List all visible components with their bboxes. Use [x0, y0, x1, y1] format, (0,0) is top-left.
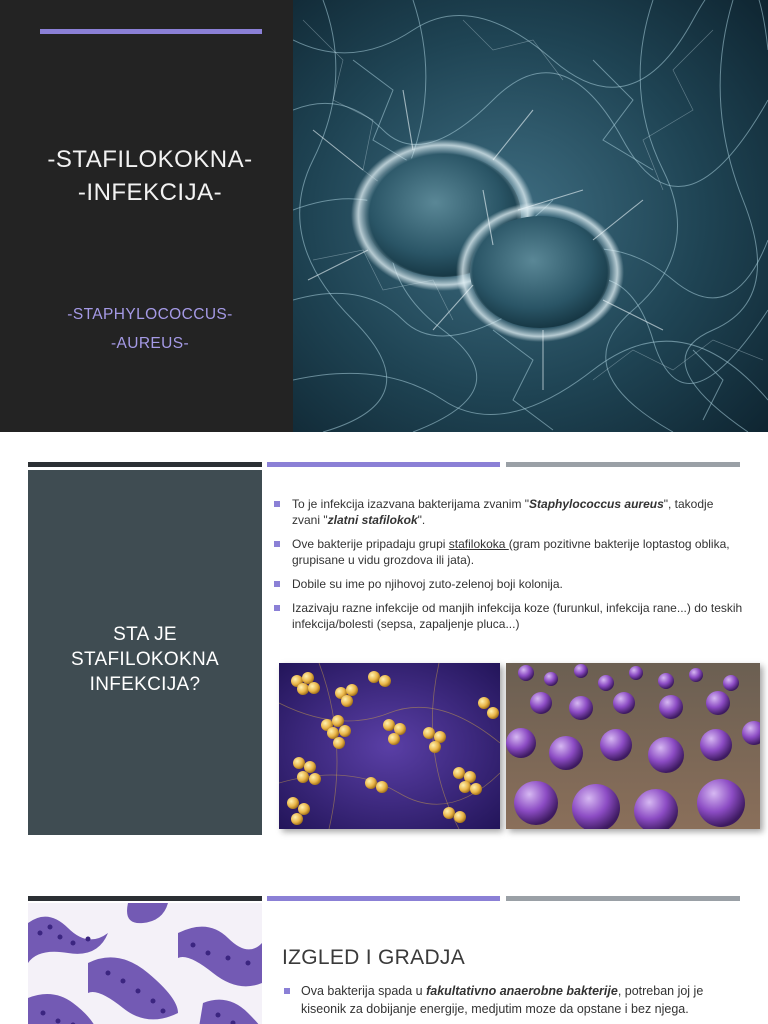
subtitle-line-1: -STAPHYLOCOCCUS- [67, 306, 233, 323]
definition-slide [0, 456, 768, 856]
heading-panel [28, 470, 262, 835]
slide-heading: IZGLED I GRADJA [282, 946, 466, 969]
bullet-item [274, 576, 744, 592]
header-bar-gray [506, 896, 740, 901]
heading-line-1: STA JE [113, 624, 177, 645]
title-line-2: -INFEKCIJA- [77, 179, 223, 206]
title-slide [0, 0, 768, 432]
golden-bacteria-image [279, 663, 500, 829]
header-bar-dark [28, 896, 262, 901]
bullet-item [274, 600, 744, 632]
bacteria-micrograph-image [293, 0, 768, 432]
bullet-item [284, 982, 744, 1018]
bullet-text: (gram pozitivne bakterije loptastog oblika, grupisane u vidu grozdova ili jata). [292, 537, 730, 567]
bullet-text: Dobile su ime po njihovoj zuto-zelenoj boji kolonija. [292, 577, 563, 591]
bullet-text: Ove bakterije pripadaju grupi [292, 537, 449, 551]
header-bar-gray [506, 462, 740, 467]
header-bar-purple [267, 462, 500, 467]
structure-slide [0, 893, 768, 1024]
accent-bar [40, 29, 262, 34]
header-bar-dark [28, 462, 262, 467]
bullet-list [284, 982, 744, 1018]
slide-heading [28, 622, 262, 697]
slide-subtitle [0, 300, 300, 358]
title-line-1: -STAFILOKOKNA- [47, 146, 253, 173]
bullet-text: ". [417, 513, 426, 527]
bullet-text: Ova bakterija spada u [301, 984, 427, 998]
stafilokoka-link[interactable]: stafilokoka [448, 537, 509, 551]
bullet-item [274, 496, 744, 528]
header-bar-purple [267, 896, 500, 901]
bullet-list [274, 496, 744, 640]
title-panel [0, 0, 293, 432]
bullet-item [274, 536, 744, 568]
subtitle-line-2: -AUREUS- [110, 335, 190, 352]
bullet-emphasis: fakultativno anaerobne bakterije [426, 984, 618, 998]
heading-line-3: INFEKCIJA? [89, 674, 201, 695]
slide-title [0, 143, 300, 209]
bullet-text: , potreban joj je kiseonik za dobijanje energije, medjutim moze da opstane i bez njega. [301, 984, 704, 1016]
bullet-emphasis: Staphylococcus aureus [529, 497, 664, 511]
bullet-text: ", takodje zvani " [292, 497, 714, 527]
bullet-emphasis: zlatni stafilokok [327, 513, 418, 527]
purple-bacteria-image [506, 663, 760, 829]
bullet-text: Izazivaju razne infekcije od manjih infekcija koze (furunkul, infekcija rane...) do teskih infekcija/bolesti (sepsa, zapaljenje pluca...) [292, 601, 743, 631]
bullet-text: To je infekcija izazvana bakterijama zvanim " [292, 497, 530, 511]
heading-line-2: STAFILOKOKNA [71, 649, 219, 670]
stained-bacteria-image [28, 903, 262, 1024]
